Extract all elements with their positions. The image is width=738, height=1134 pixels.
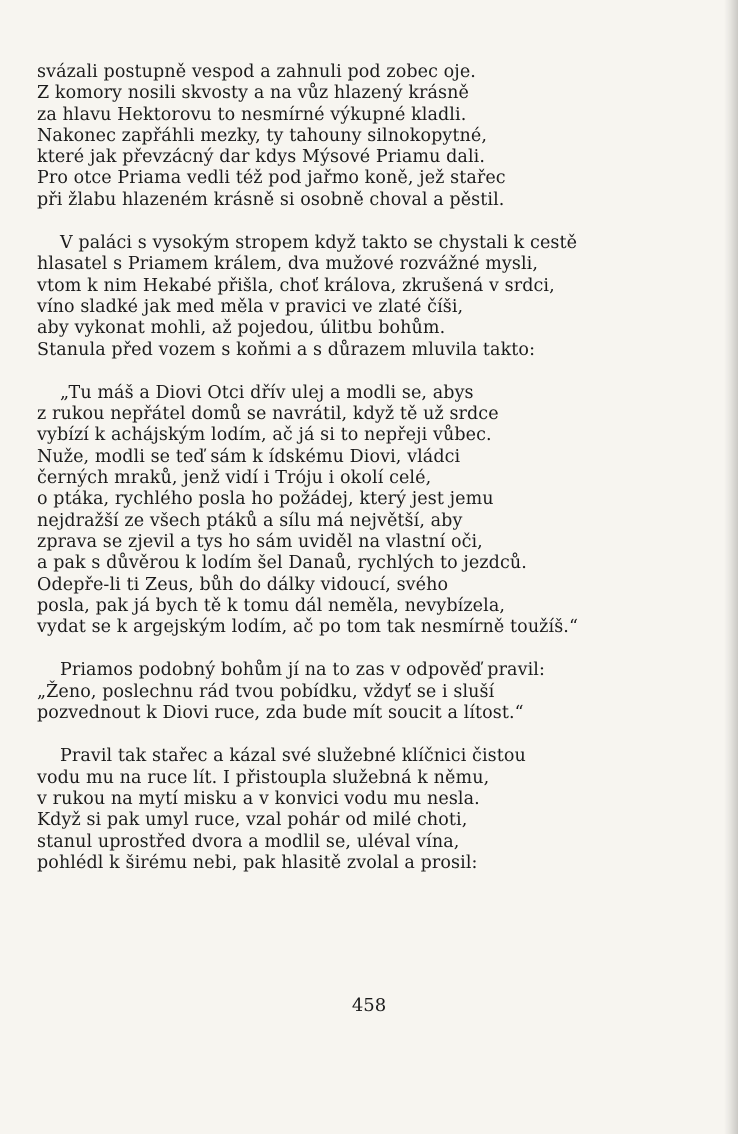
verse-line: hlasatel s Priamem králem, dva mužové rozvážné mysli, xyxy=(37,254,539,275)
verse-line: vybízí k achájským lodím, ač já si to nepřeji vůbec. xyxy=(37,425,492,446)
stanza xyxy=(37,660,677,724)
verse-line: V paláci s vysokým stropem když takto se chystali k cestě xyxy=(60,233,578,254)
verse-line: vtom k nim Hekabé přišla, choť králova, zkrušená v srdci, xyxy=(37,275,555,296)
page-number: 458 xyxy=(351,995,387,1016)
verse-line: Z komory nosili skvosty a na vůz hlazený krásně xyxy=(37,83,469,104)
verse-line: v rukou na mytí misku a v konvici vodu mu nesla. xyxy=(37,788,480,809)
verse-line: pohlédl k širému nebi, pak hlasitě zvolal a prosil: xyxy=(37,852,478,873)
verse-line: „Ženo, poslechnu rád tvou pobídku, vždyť se i sluší xyxy=(37,681,495,702)
stanza xyxy=(37,746,677,874)
verse-line: Priamos podobný bohům jí na to zas v odpověď pravil: xyxy=(60,660,545,681)
verse-line: víno sladké jak med měla v pravici ve zlaté číši, xyxy=(37,296,464,317)
verse-line: Pravil tak stařec a kázal své služebné klíčnici čistou xyxy=(60,746,526,767)
verse-line: vydat se k argejským lodím, ač po tom tak nesmírně toužíš.“ xyxy=(37,617,578,638)
verse-line: nejdražší ze všech ptáků a sílu má největší, aby xyxy=(37,510,463,531)
verse-line: posla, pak já bych tě k tomu dál neměla, nevybízela, xyxy=(37,595,506,616)
verse-line: Stanula před vozem s koňmi a s důrazem mluvila takto: xyxy=(37,339,536,360)
stanza xyxy=(37,62,677,211)
verse-line: Nakonec zapřáhli mezky, ty tahouny silnokopytné, xyxy=(37,125,487,146)
verse-line: aby vykonat mohli, až pojedou, úlitbu bohům. xyxy=(37,318,446,339)
verse-line: o ptáka, rychlého posla ho požádej, který jest jemu xyxy=(37,489,494,510)
verse-line: Když si pak umyl ruce, vzal pohár od milé choti, xyxy=(37,810,468,831)
verse-line: které jak převzácný dar kdys Mýsové Priamu dali. xyxy=(37,147,486,168)
verse-line: stanul uprostřed dvora a modlil se, uléval vína, xyxy=(37,831,460,852)
verse-line: a pak s důvěrou k lodím šel Danaů, rychlých to jezdců. xyxy=(37,553,527,574)
verse-line: za hlavu Hektorovu to nesmírné výkupné kladli. xyxy=(37,104,467,125)
stanza xyxy=(37,383,677,639)
verse-line: Odepře-li ti Zeus, bůh do dálky vidoucí, svého xyxy=(37,574,449,595)
verse-line: svázali postupně vespod a zahnuli pod zobec oje. xyxy=(37,62,476,82)
verse-line: „Tu máš a Diovi Otci dřív ulej a modli se, abys xyxy=(60,382,474,403)
verse-line: Nuže, modli se teď sám k ídskému Diovi, vládci xyxy=(37,446,461,467)
verse-line: vodu mu na ruce lít. I přistoupla služebná k němu, xyxy=(37,767,490,788)
verse-line: při žlabu hlazeném krásně si osobně choval a pěstil. xyxy=(37,189,505,210)
page-edge-shadow xyxy=(724,0,738,1134)
verse-line: pozvednout k Diovi ruce, zda bude mít soucit a lítost.“ xyxy=(37,703,524,724)
verse-line: černých mraků, jenž vidí i Tróju i okolí celé, xyxy=(37,468,432,489)
verse-line: z rukou nepřátel domů se navrátil, když tě už srdce xyxy=(37,404,499,425)
verse-line: Pro otce Priama vedli též pod jařmo koně, jež stařec xyxy=(37,168,506,189)
verse-line: zprava se zjevil a tys ho sám uviděl na vlastní oči, xyxy=(37,531,483,552)
stanza xyxy=(37,233,677,361)
poem-text xyxy=(37,62,677,896)
